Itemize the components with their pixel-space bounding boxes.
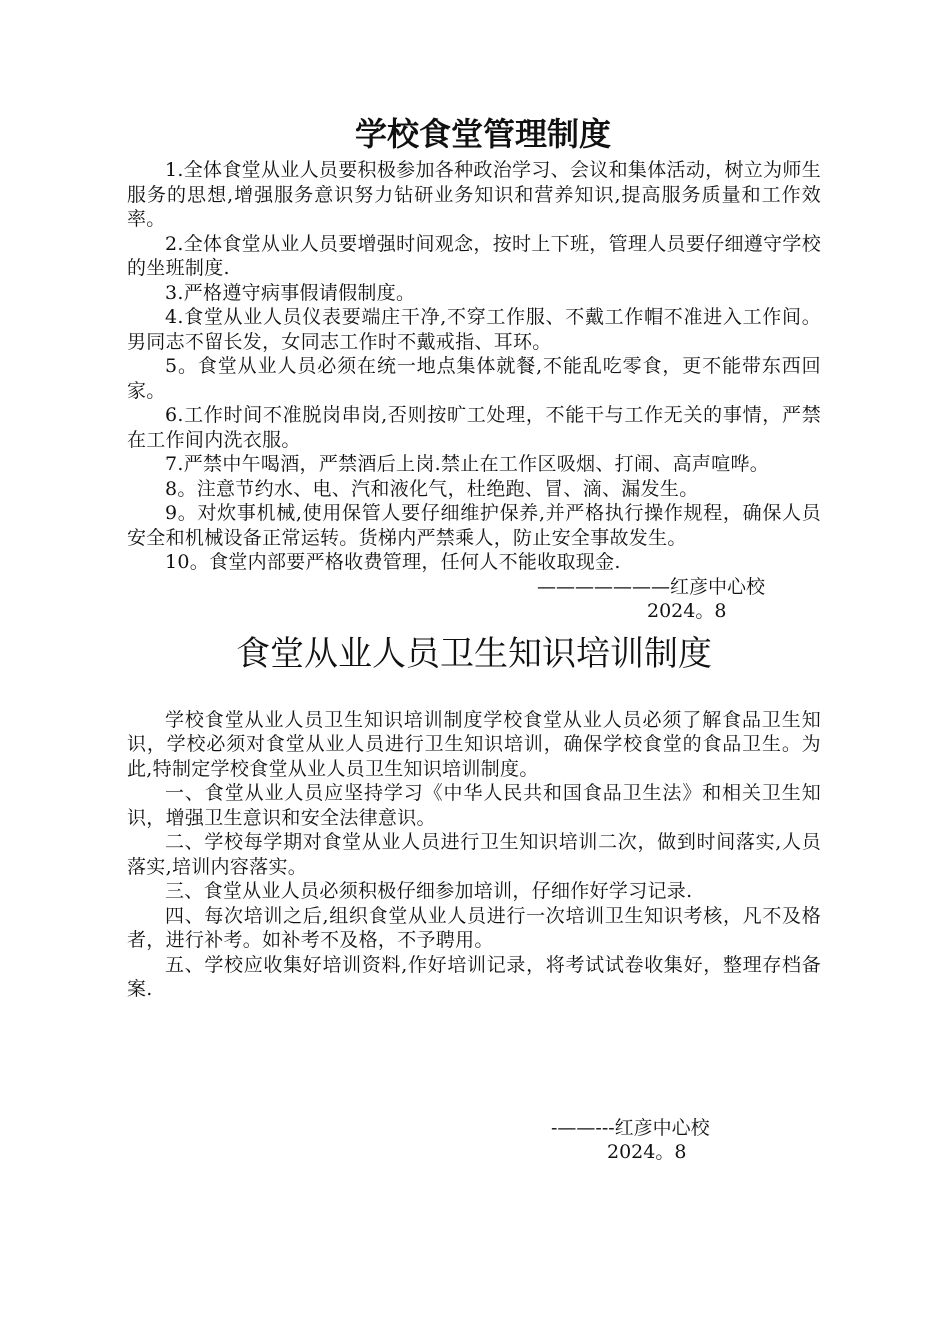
section-1-paragraph: 8。注意节约水、电、汽和液化气，杜绝跑、冒、滴、漏发生。 [165,477,699,500]
section-2-date: 2024。8 [607,1141,687,1163]
section-1-paragraph: 3.严格遵守病事假请假制度。 [165,281,416,304]
section-1-paragraph: 5。食堂从业人员必须在统一地点集体就餐,不能乱吃零食，更不能带东西回家。 [127,355,821,402]
section-2-signature: -——---红彦中心校 [551,1116,710,1139]
section-1-signature: ———————红彦中心校 [537,575,766,598]
section-2-paragraph: 学校食堂从业人员卫生知识培训制度学校食堂从业人员必须了解食品卫生知识，学校必须对食堂从业人员进行卫生知识培训，确保学校食堂的食品卫生。为此,特制定学校食堂从业人员卫生知识培训制度。 [127,708,821,780]
section-1-paragraph: 4.食堂从业人员仪表要端庄干净,不穿工作服、不戴工作帽不准进入工作间。男同志不留长发，女同志工作时不戴戒指、耳环。 [127,306,821,353]
section-2-title: 食堂从业人员卫生知识培训制度 [236,633,712,674]
section-1-body [127,158,821,575]
signature-spacer [127,1002,821,1116]
section-2-paragraph: 五、学校应收集好培训资料,作好培训记录，将考试试卷收集好，整理存档备案. [127,953,821,1000]
section-2-paragraph: 一、食堂从业人员应坚持学习《中华人民共和国食品卫生法》和相关卫生知识，增强卫生意识和安全法律意识。 [127,782,821,829]
section-spacer [127,678,821,708]
section-1-paragraph: 2.全体食堂从业人员要增强时间观念，按时上下班，管理人员要仔细遵守学校的坐班制度. [127,232,821,279]
section-1-title: 学校食堂管理制度 [354,115,611,153]
section-1-paragraph: 10。食堂内部要严格收费管理，任何人不能收取现金. [165,551,621,573]
section-2-body [127,708,821,1002]
section-1-paragraph: 6.工作时间不准脱岗串岗,否则按旷工处理，不能干与工作无关的事情，严禁在工作间内洗衣服。 [127,404,821,451]
section-1-paragraph: 1.全体食堂从业人员要积极参加各种政治学习、会议和集体活动，树立为师生服务的思想,增强服务意识努力钻研业务知识和营养知识,提高服务质量和工作效率。 [127,159,821,230]
section-1-paragraph: 7.严禁中午喝酒，严禁酒后上岗.禁止在工作区吸烟、打闹、高声喧哗。 [165,453,770,475]
document-page [127,110,821,1165]
section-2-paragraph: 四、每次培训之后,组织食堂从业人员进行一次培训卫生知识考核，凡不及格者，进行补考。如补考不及格，不予聘用。 [127,904,821,951]
section-2-paragraph: 二、学校每学期对食堂从业人员进行卫生知识培训二次，做到时间落实,人员落实,培训内容落实。 [127,831,821,878]
section-1-date: 2024。8 [647,600,727,622]
section-1-paragraph: 9。对炊事机械,使用保管人要仔细维护保养,并严格执行操作规程，确保人员安全和机械设备正常运转。货梯内严禁乘人，防止安全事故发生。 [127,502,821,549]
section-2-paragraph: 三、食堂从业人员必须积极仔细参加培训，仔细作好学习记录. [165,880,693,902]
